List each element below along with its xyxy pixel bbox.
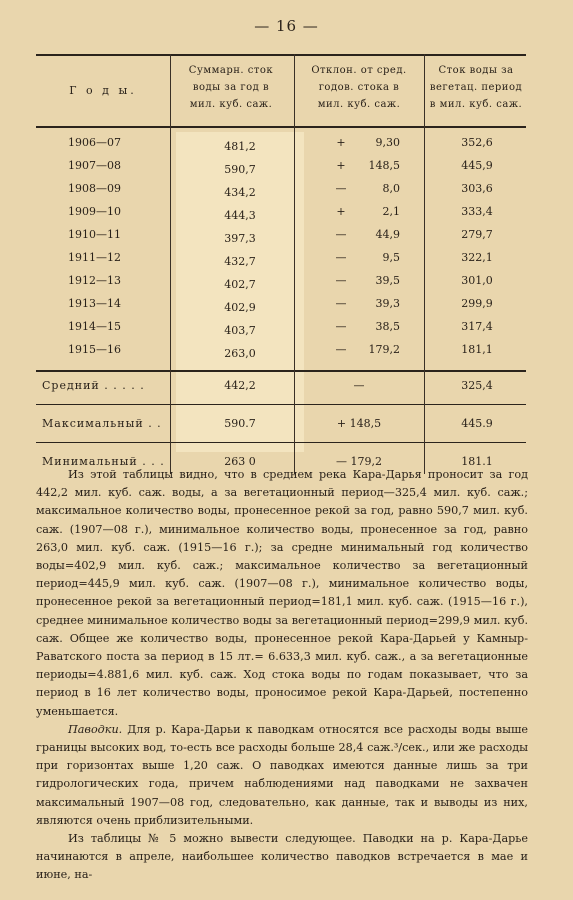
body-text bbox=[36, 466, 528, 885]
table-row: 1914—15 403,7 — 38,5 317,4 bbox=[68, 320, 493, 337]
page-number: — 16 — bbox=[254, 17, 319, 35]
table-row: 1913—14 402,9 — 39,3 299,9 bbox=[68, 297, 493, 314]
table-row: 1908—09 434,2 — 8,0 303,6 bbox=[68, 182, 493, 199]
paragraph-floods: Паводки. Для р. Кара-Дарьи к паводкам относятся все расходы воды выше границы высоких вод, то-есть все расходы больше 28,4 саж.³/сек., или же расходы при горизонтах выше 1,20 саж. О паводках имеются данные лишь за три гидрологических года, причем наблюдениями над паводками не захвачен максимальный 1907—08 год, следовательно, как данные, так и выводы из них, являются очень приблизительными. bbox=[36, 722, 528, 827]
average-bottom-rule bbox=[36, 404, 526, 405]
table-row: 1910—11 397,3 — 44,9 279,7 bbox=[68, 228, 493, 245]
floods-heading: Паводки. bbox=[68, 722, 123, 736]
table-row: 1909—10 444,3 + 2,1 333,4 bbox=[68, 205, 493, 222]
header-vegetation-runoff: Сток воды за вегетац. период в мил. куб. саж. bbox=[429, 65, 523, 110]
table-row: 1906—07 481,2 + 9,30 352,6 bbox=[68, 136, 493, 153]
header-annual-runoff: Суммарн. сток воды за год в мил. куб. саж. bbox=[188, 65, 274, 110]
paragraph-summary: Из этой таблицы видно, что в среднем река Кара-Дарья проносит за год 442,2 мил. куб. саж. воды, а за вегетационный период—325,4 мил. куб. саж.; максимальное количество воды, пронесенное рекой за год, равно 590,7 мил. куб. саж. (1907—08 г.), минимальное количество воды, пронесенное за год, равно 263,0 мил. куб. саж. (1915—16 г.); за средне минимальный год количество воды=402,9 мил. куб. саж.; максимальное количество за вегетационный период=445,9 мил. куб. саж. (1907—08 г.), минимальное количество воды, пронесенное рекой за вегетационный период=181,1 мил. куб. саж. (1915—16 г.), среднее минимальное количество воды за вегетационный период=299,9 мил. куб. саж. Общее же количество воды, пронесенное рекой Кара-Дарьей у Камныр-Раватского поста за период в 15 лт.= 6.633,3 мил. куб. саж., а за вегетационные периоды=4.881,6 мил. куб. саж. Ход стока воды по годам показывает, что за период в 16 лет количество воды, проносимое рекой Кара-Дарьей, постепенно уменьшается. bbox=[36, 468, 528, 718]
rows-bottom-rule bbox=[36, 370, 526, 372]
table-row: 1911—12 432,7 — 9,5 322,1 bbox=[68, 251, 493, 268]
table-row: 1912—13 402,7 — 39,5 301,0 bbox=[68, 274, 493, 291]
header-deviation: Отклон. от сред. годов. стока в мил. куб. саж. bbox=[311, 65, 407, 110]
maximum-bottom-rule bbox=[36, 442, 526, 443]
header-years: Г о д ы. bbox=[69, 84, 137, 97]
table-top-rule bbox=[36, 54, 526, 56]
header-bottom-rule bbox=[36, 126, 526, 128]
table-row: 1915—16 263,0 — 179,2 181,1 bbox=[68, 343, 493, 360]
runoff-table: Г о д ы. Суммарн. сток воды за год в мил. куб. саж. Отклон. от сред. годов. стока в мил. куб. саж. Сток воды за вегетац. период в мил. куб. саж. 1906—07 481,2 + 9,30 352,6 1907—08 590,7 + 148,5 445,9 1908—09 434,2 — 8,0 303,6 1909—10 444,3 + 2,1 333,4 1910—11 397,3 — 44,9 279,7 1911—12 432,7 — 9,5 322,1 1912—13 402,7 — 39,5 301,0 1913—14 402,9 — 39,3 299,9 1914—15 403,7 — 38,5 317,4 1915—16 263,0 — 179,2 181,1 Средний . . . . . 442,2 — 325,4 Максимальный . . 590.7 + 148,5 445.9 Минимальный . . . 263 0 — 179,2 181.1 bbox=[36, 54, 526, 474]
paragraph-table5: Из таблицы № 5 можно вывести следующее. Паводки на р. Кара-Дарье начинаются в апреле, наибольшее количество паводков встречается в мае и июне, на- bbox=[36, 832, 528, 882]
table-row: 1907—08 590,7 + 148,5 445,9 bbox=[68, 159, 493, 176]
